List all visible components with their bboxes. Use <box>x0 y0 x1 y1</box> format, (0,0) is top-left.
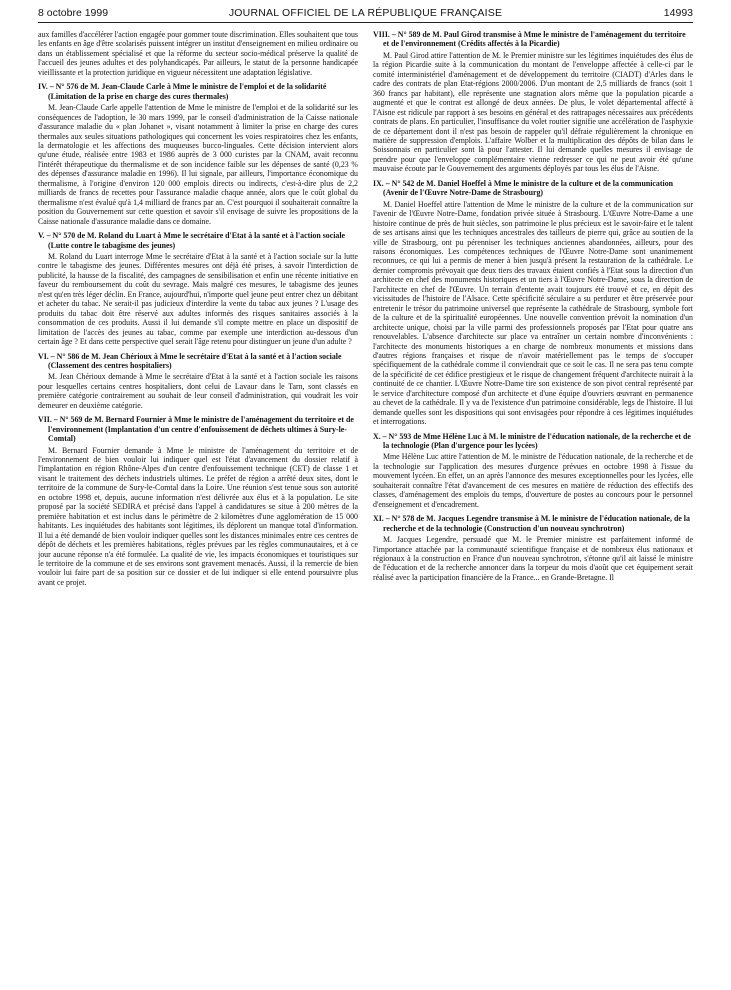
question-title: VIII. – N° 589 de M. Paul Girod transmise à Mme le ministre de l'aménagement du territoire et de l'environnement (Crédits affectés à la Picardie) <box>373 30 686 49</box>
question-title: IX. – N° 542 de M. Daniel Hoeffel à Mme le ministre de la culture et de la communication (Avenir de l'Œuvre Notre-Dame de Strasbourg) <box>373 178 674 198</box>
left-column <box>38 30 358 982</box>
question-title: XI. – N° 578 de M. Jacques Legendre transmise à M. le ministre de l'éducation nationale, de la recherche et de la technologie (Construction d'un nouveau synchrotron) <box>373 514 690 533</box>
question-body: M. Jean Chérioux demande à Mme le secrétaire d'Etat à la santé et à l'action sociale les raisons pour lesquelles certains centres hospitaliers, dont celui de Lavaur dans le Tarn, sont classés en première catégorie contrairement au souhait de leur conseil d'administration, qui voudrait les voir demeurer en deuxième catégorie. <box>38 372 358 410</box>
question-title: VII. – N° 569 de M. Bernard Fournier à Mme le ministre de l'aménagement du territoire et de l'environnement (Implantation d'un centre d'enfouissement de déchets ultimes à Sury-le-Comtal) <box>38 415 354 444</box>
question-body: M. Jacques Legendre, persuadé que M. le Premier ministre est parfaitement informé de l'importance attachée par la communauté scientifique française et de nombreux élus nationaux et régionaux à la construction en France d'un nouveau synchrotron, s'étonne qu'il ait laissé le ministre de l'éducation et de la recherche annoncer dans la torpeur du mois d'août que cet équipement serait réalisé avec la participation financière de la France... en Grande-Bretagne. Il <box>373 535 693 582</box>
running-header <box>38 6 693 23</box>
header-date: 8 octobre 1999 <box>38 7 109 19</box>
question-body: M. Jean-Claude Carle appelle l'attention de Mme le ministre de l'emploi et de la solidarité sur les conséquences de l'adoption, le 30 mars 1999, par le conseil d'administration de la Caisse nationale d'assurance maladie du « plan Johanet », visant notamment à limiter la prise en charge des cures thermales aux seules situations pathologiques qui concernent les voies respiratoires chez les enfants, la dermatologie et les affections des muqueuses bucco-linguales. Cette décision intervient alors qu'une étude, réalisée entre 1983 et 1986 auprès de 3 000 curistes par la CNAM, avait reconnu l'intérêt thérapeutique du thermalisme et de son incidence faible sur les dépenses de santé (0,23 % des dépenses d'assurance maladie en 1996). Il lui signale, par ailleurs, l'importance économique du thermalisme, à l'origine d'environ 120 000 emplois directs ou indirects, c'est-à-dire plus de 2,2 milliards de francs de recettes pour l'assurance maladie chaque année, alors que le coût global du thermalisme n'est évalué qu'à 1,4 milliard de francs par an. C'est pourquoi il souhaiterait connaître la position du Gouvernement sur cette question et savoir s'il envisage de suivre les propositions de la Caisse nationale d'assurance maladie dans ce domaine. <box>38 103 358 226</box>
question-title: IV. – N° 576 de M. Jean-Claude Carle à Mme le ministre de l'emploi et de la solidarité (Limitation de la prise en charge des cures thermales) <box>38 82 327 101</box>
question-body: M. Daniel Hoeffel attire l'attention de Mme le ministre de la culture et de la communication sur l'avenir de l'Œuvre Notre-Dame, fondation privée située à Strasbourg. L'Œuvre Notre-Dame a une histoire continue de près de huit siècles, son patrimoine le plus précieux est le savoir-faire et le talent de ses artisans ainsi que les techniques ancestrales des tailleurs de pierre qui, grâce au soutien de la ville de Strasbourg, ont pu pérenniser les techniques anciennes abandonnées, ailleurs, pour des raisons économiques. Les compétences techniques de l'Œuvre Notre-Dame sont unanimement reconnues, ce qui lui a permis de mener à bien jusqu'à présent la restauration de la cathédrale. Le dernier compromis prévoyait que deux tiers des travaux étaient confiés à l'Etat sous la direction d'un architecte en chef des monuments historiques et un tiers à l'Œuvre Notre-Dame, sous la direction de l'architecte en chef de l'Œuvre. Un terrain d'entente avait toujours été trouvé et ce, en dépit des vicissitudes de l'histoire de l'Alsace. Cette spécificité séculaire a su perdurer et être préservée pour entretenir le trésor du patrimoine universel que représente la cathédrale de Strasbourg, symbole fort de la culture et de la spiritualité européennes. Une nouvelle convention prévoit la nomination d'un architecte unique, choisi par la ville parmi des professionnels proposés par l'Etat pour quatre ans renouvelables. L'absence d'architecte sur place va entraîner un certain nombre d'inconvénients : l'architecte des monuments historiques a en charge de nombreux monuments et missions dans d'autres régions françaises et risque de n'avoir matériellement pas le temps de s'occuper spécifiquement de la cathédrale comme il conviendrait que ce soit le cas. Il ne sera pas tenu compte de la spécificité de cet édifice prestigieux et le risque de changement fréquent d'architecte nuirait à la continuité de ce chantier. L'Œuvre Notre-Dame tire son existence de son pivot central représenté par le service d'architecture composé d'un architecte et d'une équipe d'ouvriers œuvrant en permanence au chevet de la cathédrale. Il y va de l'existence d'un patrimoine considérable, legs de l'histoire. Il lui demande quelles sont les dispositions qui sont envisagées pour répondre à ces légitimes inquiétudes et interrogations. <box>373 199 693 427</box>
question-body: M. Bernard Fournier demande à Mme le ministre de l'aménagement du territoire et de l'environnement de bien vouloir lui indiquer quel est l'état d'avancement du dossier relatif à l'implantation en région Rhône-Alpes d'un centre d'enfouissement technique (CET) de classe 1 et visant le traitement des déchets industriels ultimes. Le préfet de région a arrêté deux sites, dont le territoire de la commune de Sury-le-Comtal dans la Loire. Une réunion s'est tenue sous son autorité en octobre 1998 et, depuis, aucune information n'est délivrée aux élus et à la population. Le site proposé par la société SEDIRA et précisé dans l'appel à candidatures se situe à 200 mètres de la première habitation et est inclus dans le périmètre de 2 kilomètres d'une agglomération de 15 000 habitants. Les inquiétudes des habitants sont légitimes, ils déplorent un manque total d'information. Il lui a été demandé de bien vouloir indiquer quelles sont les distances minimales entre ces centres de dépôt de déchets et les premières habitations, règles prévues par les règles communautaires, et à ce jour aucune réponse n'a été formulée. La qualité de vie, les impacts économiques et touristiques sur le territoire de la commune et de ses environs sont gravement menacés. Aussi, il la remercie de bien vouloir lui faire part de sa position sur ce dossier et de lui indiquer si elle entend poursuivre plus avant ce projet. <box>38 445 358 587</box>
header-page-number: 14993 <box>663 7 693 19</box>
question-body: M. Paul Girod attire l'attention de M. le Premier ministre sur les légitimes inquiétudes des élus de la région Picardie suite à la communication du montant de l'enveloppe affectée à celle-ci par le comité interministériel d'aménagement et de développement du territoire (CIADT) d'Arles dans le cadre des contrats de plan Etat-régions 2000/2006. D'un montant de 2,5 milliards de francs (soit 1 360 francs par habitant), elle représente une stagnation alors même que la population picarde a augmenté et que le contrat est allongé de deux années. De plus, le volet départemental affecté à l'Aisne est ridicule par rapport à ses besoins en général et des rattrapages nécessaires aux précédents contrats de plans. En particulier, l'insuffisance du volet routier signifie une accélération de l'asphyxie de ce département dont il n'est pas besoin de rappeler qu'il défraie régulièrement la chronique en matière de suppression d'emplois. L'affaire Wolber et la multiplication des dépôts de bilan dans le Soissonnais en particulier sont là pour l'attester. Il lui demande quelles mesures il envisage de prendre pour que l'enveloppe complémentaire vienne redresser ce qui ne peut avoir été qu'une mauvaise écoute par le Gouvernement des arguments déployés par tous les élus de l'Aisne. <box>373 50 693 174</box>
question-body: Mme Hélène Luc attire l'attention de M. le ministre de l'éducation nationale, de la recherche et de la technologie sur l'application des mesures d'urgence prévues en octobre 1998 à l'issue du mouvement lycéen. En effet, un an après l'annonce des mesures exceptionnelles pour les lycées, elle souhaiterait connaître l'état d'avancement de ces mesures en matière de réduction des effectifs des classes, d'aménagement des emplois du temps, d'ouverture de postes au concours pour le personnel d'enseignement et d'encadrement. <box>373 452 693 509</box>
question-title: VI. – N° 586 de M. Jean Chérioux à Mme le secrétaire d'Etat à la santé et à l'action sociale (Classement des centres hospitaliers) <box>38 351 342 370</box>
continued-paragraph: aux familles d'accélérer l'action engagée pour gommer toute discrimination. Elles souhaitent que tous les enfants en âge d'être scolarisés puissent intégrer un institut d'enseignement en milieu ordinaire ou dans un établissement spécialisé et que la réforme du secteur socio-médical préserve la qualité de l'accueil des jeunes adultes et des polyhandicapés. Par ailleurs, le statut de la personne handicapée vieillissante et la protection juridique en vigueur nécessitent une adaptation législative. <box>38 30 358 77</box>
right-column <box>373 30 693 982</box>
question-title: X. – N° 593 de Mme Hélène Luc à M. le ministre de l'éducation nationale, de la recherche et de la technologie (Plan d'urgence pour les lycées) <box>373 431 691 451</box>
question-body: M. Roland du Luart interroge Mme le secrétaire d'Etat à la santé et à l'action sociale sur la lutte contre le tabagisme des jeunes. Différentes mesures ont déjà été prises, à savoir l'interdiction de publicité, la hausse de la fiscalité, des campagnes de sensibilisation et enfin une récente initiative en faveur du remboursement du coût du sevrage. Mais malgré ces mesures, le tabagisme des jeunes n'est qu'en très léger déclin. En France, aujourd'hui, n'importe quel jeune peut entrer chez un débitant et acheter du tabac. Ne serait-il pas judicieux d'interdire la vente du tabac aux jeunes ? L'usage des produits du tabac doit être réservé aux adultes informés des risques sanitaires associés à la consommation de ces produits. Aussi il lui demande s'il compte mettre en place un dispositif de limitation de l'accès des jeunes au tabac, comme par exemple une interdiction au-dessous d'un certain âge ? Et dans cette perspective quel serait l'âge retenu pour distinguer un jeune d'un adulte ? <box>38 251 358 347</box>
header-journal-title: JOURNAL OFFICIEL DE LA RÉPUBLIQUE FRANÇAISE <box>228 7 503 19</box>
question-title: V. – N° 570 de M. Roland du Luart à Mme le secrétaire d'Etat à la santé et à l'action sociale (Lutte contre le tabagisme des jeunes) <box>38 231 346 250</box>
